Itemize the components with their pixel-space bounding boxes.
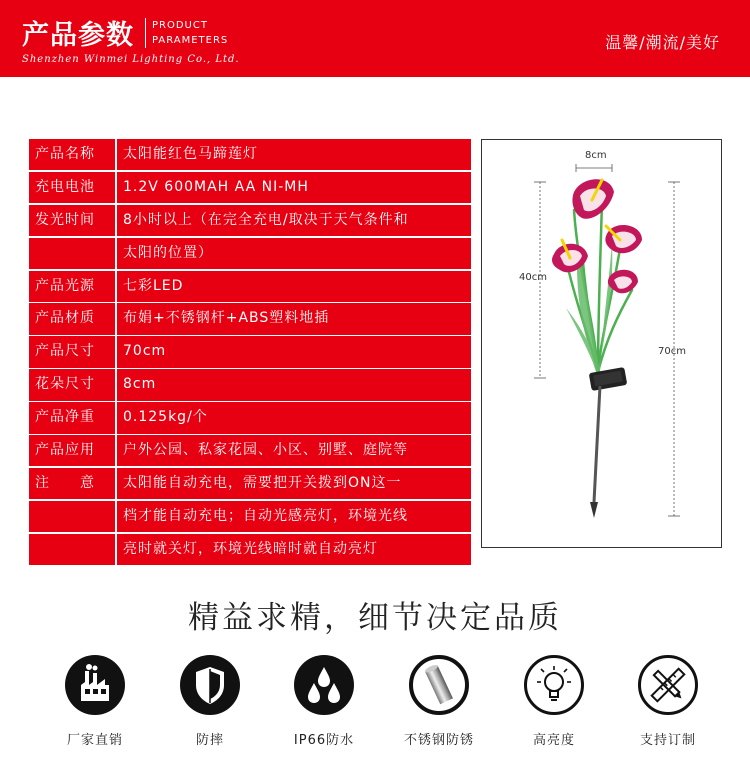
- spec-separator: [115, 336, 117, 367]
- feature-label: 防摔: [195, 733, 224, 748]
- spec-separator: [115, 238, 117, 269]
- section-heading: 精益求精，细节决定品质: [188, 600, 562, 636]
- spec-row: [29, 205, 471, 236]
- spec-row: [29, 303, 471, 334]
- spec-row: [29, 534, 471, 565]
- spec-separator: [115, 534, 117, 565]
- pencil-ruler-icon: [638, 655, 698, 715]
- spec-separator: [115, 271, 117, 302]
- spec-row: [29, 139, 471, 170]
- spec-row: [29, 501, 471, 532]
- spec-separator: [115, 205, 117, 236]
- spec-value: 七彩LED: [123, 277, 184, 294]
- spec-label: 发光时间: [35, 211, 95, 228]
- spec-separator: [115, 501, 117, 532]
- flower: [572, 179, 614, 219]
- feature-label: 厂家直销: [66, 733, 123, 748]
- spec-value: 太阳能自动充电，需要把开关拨到ON这一: [123, 474, 402, 491]
- feature-label: 高亮度: [532, 733, 575, 748]
- spec-label: [29, 534, 115, 565]
- water-drops-icon: [294, 655, 354, 715]
- feature-label: IP66防水: [293, 733, 355, 748]
- spec-value: 布娟+不锈钢杆+ABS塑料地插: [123, 310, 330, 327]
- spec-row: [29, 336, 471, 367]
- dim-head-label: 40cm: [519, 272, 547, 283]
- spec-value: 户外公园、私家花园、小区、别墅、庭院等: [123, 442, 408, 459]
- dim-flower-label: 8cm: [585, 150, 607, 161]
- spec-label: 产品名称: [35, 146, 95, 162]
- spec-separator: [115, 139, 117, 170]
- spec-separator: [115, 402, 117, 433]
- spec-separator: [115, 172, 117, 203]
- feature-label: 支持订制: [639, 733, 696, 748]
- spec-label: 产品净重: [35, 409, 95, 426]
- feature-label: 不锈钢防锈: [403, 733, 474, 748]
- spec-row: [29, 369, 471, 400]
- spec-label: 产品尺寸: [35, 343, 95, 360]
- spec-row: [29, 238, 471, 269]
- steel-tube-icon: [409, 655, 469, 715]
- factory-icon: [65, 655, 125, 715]
- spec-value: 太阳的位置）: [123, 244, 213, 261]
- title-divider: [145, 18, 146, 48]
- spec-value: 70cm: [123, 343, 167, 360]
- spec-label: 产品材质: [35, 310, 95, 327]
- company-name: Shenzhen Winmei Lighting Co., Ltd.: [22, 54, 240, 65]
- spec-row: [29, 172, 471, 203]
- calla-lily-illustration: [482, 140, 720, 546]
- spec-label: 产品光源: [35, 277, 95, 294]
- spec-separator: [115, 468, 117, 499]
- header-banner: [0, 0, 750, 77]
- spec-value: 太阳能红色马蹄莲灯: [123, 146, 258, 162]
- spec-value: 亮时就关灯，环境光线暗时就自动亮灯: [123, 540, 378, 557]
- spec-separator: [115, 435, 117, 466]
- spec-table: [29, 139, 471, 567]
- product-photo: [481, 139, 722, 548]
- spec-value: 档才能自动充电；自动光感亮灯，环境光线: [123, 507, 408, 524]
- spec-label: 产品应用: [35, 442, 95, 459]
- spec-row: [29, 402, 471, 433]
- spec-label: 注 意: [35, 474, 95, 491]
- slogan: 温馨/潮流/美好: [605, 33, 720, 52]
- spec-label: 花朵尺寸: [35, 376, 95, 393]
- shield-icon: [180, 655, 240, 715]
- spec-row: [29, 271, 471, 302]
- page-title: 产品参数: [22, 20, 134, 51]
- spec-value: 0.125kg/个: [123, 409, 208, 426]
- subtitle-line1: PRODUCT: [152, 20, 208, 31]
- spec-row: [29, 435, 471, 466]
- spec-row: [29, 468, 471, 499]
- spec-value: 1.2V 600MAH AA NI-MH: [123, 178, 309, 195]
- spec-value: 8小时以上（在完全充电/取决于天气条件和: [123, 211, 409, 228]
- spec-label: [29, 501, 115, 532]
- spec-separator: [115, 369, 117, 400]
- dim-total-label: 70cm: [658, 346, 686, 357]
- subtitle-line2: PARAMETERS: [152, 35, 229, 46]
- spec-separator: [115, 303, 117, 334]
- spec-value: 8cm: [123, 376, 157, 393]
- spec-label: 充电电池: [35, 178, 95, 195]
- spec-label: [29, 238, 115, 269]
- feature-row: [0, 655, 750, 755]
- light-bulb-icon: [524, 655, 584, 715]
